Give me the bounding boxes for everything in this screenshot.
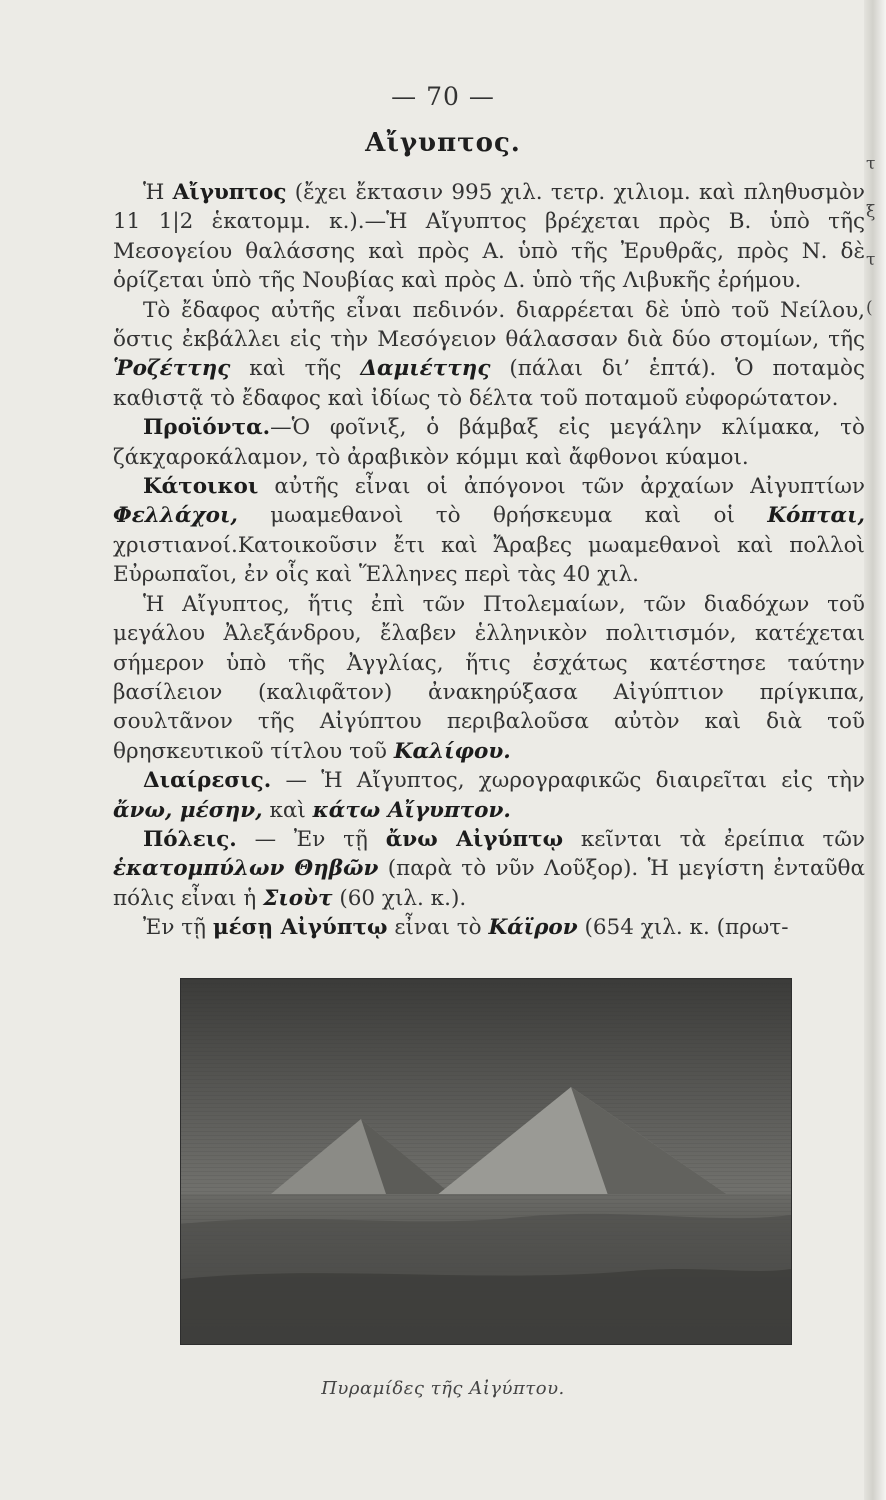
body-text — [113, 178, 865, 943]
caliph-term: Καλίφου. — [393, 738, 511, 764]
section-heading-products: Προϊόντα. — [143, 415, 271, 441]
paragraph-inhabitants: Κάτοικοι αὐτῆς εἶναι οἱ ἀπόγονοι τῶν ἀρχαίων Αἰγυπτίων Φελλάχοι, μωαμεθανοὶ τὸ θρήσκευμα καὶ οἱ Κόπται, χριστιανοί.Κατοικοῦσιν ἔτι καὶ Ἄραβες μωαμεθανοὶ καὶ πολλοὶ Εὐρωπαῖοι, ἐν οἷς καὶ Ἕλληνες περὶ τὰς 40 χιλ. — [113, 474, 865, 588]
paragraph-products: Προϊόντα.—Ὁ φοῖνιξ, ὁ βάμβαξ εἰς μεγάλην κλίμακα, τὸ ζάκχαροκάλαμον, τὸ ἀραβικὸν κόμμι καὶ ἄφθονοι κύαμοι. — [113, 415, 865, 470]
section-heading-division: Διαίρεσις. — [143, 768, 272, 794]
edge-mark: ( — [866, 298, 873, 318]
page-number: — 70 — — [391, 82, 495, 111]
adjacent-page-edge — [864, 0, 886, 1500]
upper-egypt-term: ἄνω Αἰγύπτῳ — [385, 826, 564, 852]
pyramids-illustration — [180, 978, 792, 1345]
foreground-shadow — [181, 1269, 791, 1344]
fraction: 1|2 — [158, 209, 194, 235]
edge-mark: τ — [866, 154, 876, 174]
cairo-term: Κάϊρον — [488, 915, 578, 941]
lower-egypt-term: κάτω Αἴγυπτον. — [312, 797, 511, 823]
egypt-term: Αἴγυπτος — [172, 180, 287, 205]
damietta-term: Δαμιέττης — [360, 356, 491, 382]
paragraph-history: Ἡ Αἴγυπτος, ἥτις ἐπὶ τῶν Πτολεμαίων, τῶν διαδόχων τοῦ μεγάλου Ἀλεξάνδρου, ἔλαβεν ἑλληνικὸν πολιτισμόν, κατέχεται σήμερον ὑπὸ τῆς Ἀγγλίας, ἥτις ἐσχάτως κατέστησε ταύτην βασίλειον (καλιφᾶτον) ἀνακηρύξασα Αἰγύπτιον πρίγκιπα, σουλτᾶνον τῆς Αἰγύπτου περιβαλοῦσα αὐτὸν καὶ διὰ τοῦ θρησκευτικοῦ τίτλου τοῦ Καλίφου. — [113, 591, 865, 764]
paragraph-terrain: Τὸ ἔδαφος αὐτῆς εἶναι πεδινόν. διαρρέεται δὲ ὑπὸ τοῦ Νείλου, ὅστις ἐκβάλλει εἰς τὴν Μεσόγειον θάλασσαν διὰ δύο στομίων, τῆς Ῥοζέττης καὶ τῆς Δαμιέττης (πάλαι δι’ ἑπτά). Ὁ ποταμὸς καθιστᾷ τὸ ἔδαφος καὶ ἰδίως τὸ δέλτα τοῦ ποταμοῦ εὐφορώτατον. — [113, 297, 865, 411]
paragraph-middle-egypt: Ἐν τῇ μέσῃ Αἰγύπτῳ εἶναι τὸ Κάϊρον (654 χιλ. κ. (πρωτ- — [143, 915, 789, 941]
section-heading-cities: Πόλεις. — [143, 826, 237, 852]
pyramids-engraving — [181, 979, 791, 1344]
paragraph-overview: Ἡ Αἴγυπτος (ἔχει ἔκτασιν 995 χιλ. τετρ. χιλιομ. καὶ πληθυσμὸν 11 1|2 ἑκατομμ. κ.).—Ἡ Αἴγυπτος βρέχεται πρὸς Β. ὑπὸ τῆς Μεσογείου θαλάσσης καὶ πρὸς Α. ὑπὸ τῆς Ἐρυθρᾶς, πρὸς Ν. δὲ ὁρίζεται ὑπὸ τῆς Νουβίας καὶ πρὸς Δ. ὑπὸ τῆς Λιβυκῆς ἐρήμου. — [113, 180, 865, 294]
edge-mark: τ — [866, 250, 876, 270]
paragraph-cities: Πόλεις. — Ἐν τῇ ἄνω Αἰγύπτῳ κεῖνται τὰ ἐρείπια τῶν ἑκατομπύλων Θηβῶν (παρὰ τὸ νῦν Λοῦξορ). Ἡ μεγίστη ἐνταῦθα πόλις εἶναι ἡ Σιοὺτ (60 χιλ. κ.). — [113, 826, 865, 911]
rosetta-term: Ῥοζέττης — [113, 356, 231, 382]
siout-term: Σιοὺτ — [263, 885, 333, 911]
fellahs-term: Φελλάχοι, — [113, 503, 238, 529]
upper-middle-term: ἄνω, μέσην, — [113, 797, 263, 823]
edge-marks — [866, 140, 880, 332]
middle-egypt-term: μέσῃ Αἰγύπτῳ — [212, 915, 388, 941]
section-heading-inhabitants: Κάτοικοι — [143, 474, 259, 500]
copts-term: Κόπται, — [767, 503, 865, 529]
thebes-term: ἑκατομπύλων Θηβῶν — [113, 856, 379, 882]
figure-caption: Πυραμίδες τῆς Αἰγύπτου. — [321, 1378, 565, 1399]
edge-mark: ξ — [866, 202, 876, 222]
paragraph-division: Διαίρεσις. — Ἡ Αἴγυπτος, χωρογραφικῶς διαιρεῖται εἰς τὴν ἄνω, μέσην, καὶ κάτω Αἴγυπτον. — [113, 768, 865, 823]
chapter-title: Αἴγυπτος. — [365, 128, 521, 158]
